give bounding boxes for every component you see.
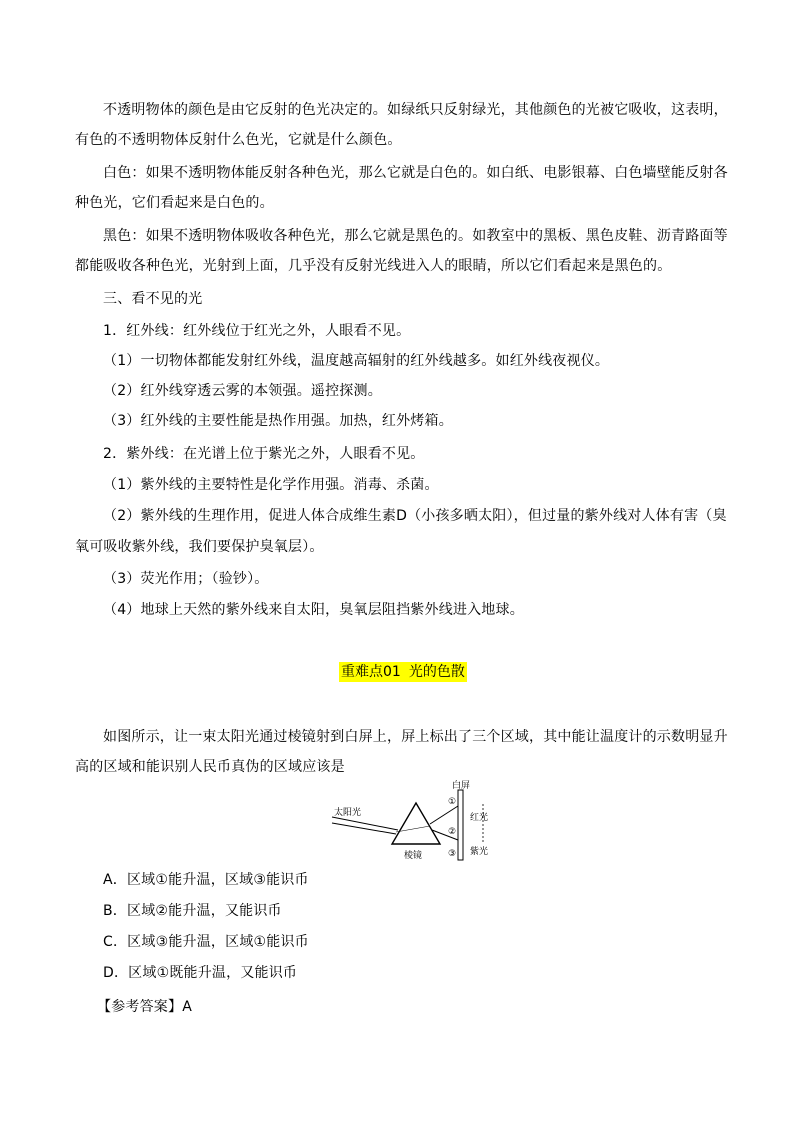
list-item-continuation: 氧可吸收紫外线，我们要保护臭氧层）。 [75,539,324,555]
text-line: 不透明物体的颜色是由它反射的色光决定的。如绿纸只反射绿光，其他颜色的光被它吸收，这表明， [103,102,728,118]
sunlight-label: 太阳光 [334,808,362,818]
red-light-label: 红光 [470,813,489,823]
prism-label: 棱镜 [404,851,423,861]
text-line: 都能吸收各种色光，光射到上面，几乎没有反射光线进入人的眼睛，所以它们看起来是黑色的。 [75,258,672,274]
section-heading: 三、看不见的光 [103,291,203,307]
region-2-label: ② [448,827,457,837]
red-ray [430,806,458,824]
text-line: 高的区域和能识别人民币真伪的区域应该是 [75,759,345,775]
reference-answer: 【参考答案】A [97,999,192,1015]
list-item: （2）紫外线的生理作用，促进人体合成维生素D（小孩多晒太阳），但过量的紫外线对人体有害（臭 [103,508,727,524]
text-line: 有色的不透明物体反射什么色光，它就是什么颜色。 [75,132,402,148]
infrared-title: 1．红外线：红外线位于红光之外，人眼看不见。 [103,323,411,339]
white-screen [458,790,463,860]
region-1-label: ① [448,797,457,807]
option-b: B．区域②能升温，又能识币 [103,903,282,919]
text-line: 黑色：如果不透明物体吸收各种色光，那么它就是黑色的。如教室中的黑板、黑色皮鞋、沥青路面等 [103,228,728,244]
region-3-label: ③ [448,849,457,859]
screen-label: 白屏 [452,781,471,791]
list-item: （2）红外线穿透云雾的本领强。遥控探测。 [103,383,382,399]
sunlight-ray [332,817,398,830]
text-line: 如图所示，让一束太阳光通过棱镜射到白屏上，屏上标出了三个区域，其中能让温度计的示数明显升 [103,729,728,745]
text-line: 白色：如果不透明物体能反射各种色光，那么它就是白色的。如白纸、电影银幕、白色墙壁能反射各 [103,165,728,181]
prism-dispersion-diagram [330,778,500,862]
option-d: D．区域①既能升温，又能识币 [103,965,298,981]
text-line: 种色光，它们看起来是白色的。 [75,195,274,211]
option-a: A．区域①能升温，区域③能识币 [103,872,309,888]
key-point-label: 重难点01 [341,664,401,680]
prism-shape [392,803,440,844]
key-point-title: 光的色散 [408,664,465,680]
list-item: （3）荧光作用；（验钞）。 [103,571,269,587]
list-item: （3）红外线的主要性能是热作用强。加热，红外烤箱。 [103,413,453,429]
key-point-heading [339,662,467,682]
list-item: （1）紫外线的主要特性是化学作用强。消毒、杀菌。 [103,477,439,493]
list-item: （4）地球上天然的紫外线来自太阳，臭氧层阻挡紫外线进入地球。 [103,602,524,618]
list-item: （1）一切物体都能发射红外线，温度越高辐射的红外线越多。如红外线夜视仪。 [103,353,610,369]
violet-light-label: 紫光 [470,847,489,857]
option-c: C．区域③能升温，区域①能识币 [103,934,309,950]
sunlight-ray [332,823,396,834]
ultraviolet-title: 2．紫外线：在光谱上位于紫光之外，人眼看不见。 [103,446,425,462]
